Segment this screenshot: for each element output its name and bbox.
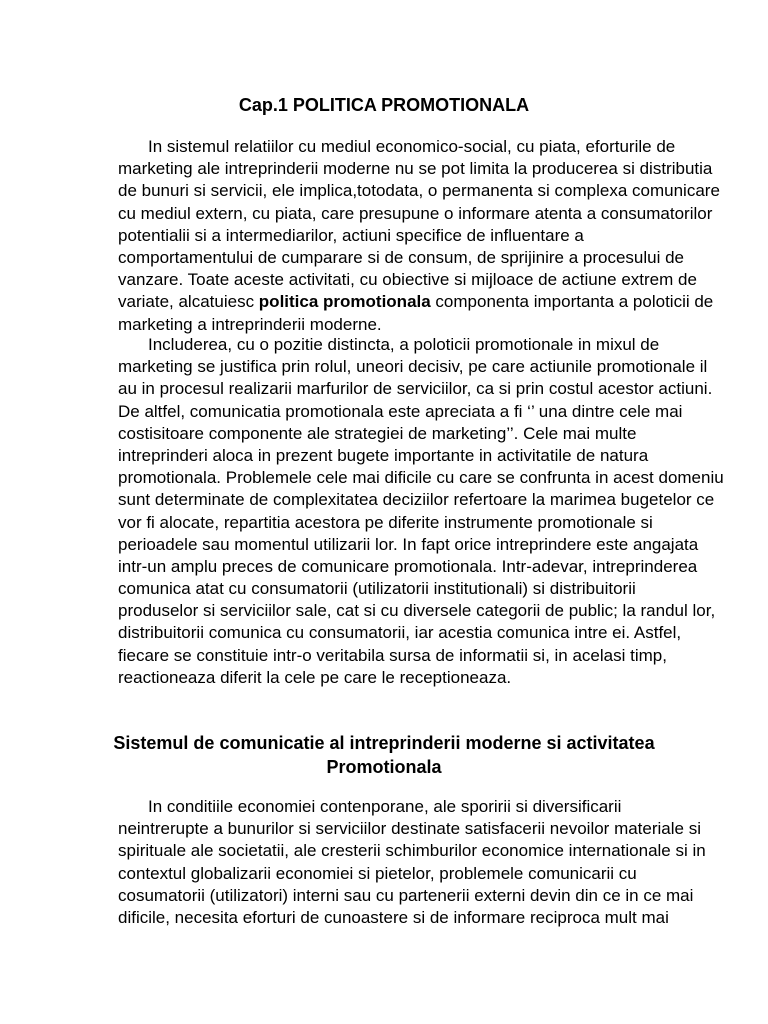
text-line: produselor si serviciilor sale, cat si cu diversele categorii de public; la randul lor, — [118, 601, 716, 621]
text-line: neintrerupte a bunurilor si serviciilor destinate satisfacerii nevoilor materiale si — [118, 819, 701, 839]
section-heading — [0, 731, 768, 779]
paragraph-inclusion — [118, 334, 724, 689]
text-line: De altfel, comunicatia promotionala este apreciata a fi ‘’ una dintre cele mai — [118, 401, 683, 421]
paragraph-contemporary-economy — [118, 796, 706, 929]
text-line — [118, 291, 714, 313]
bold-term: politica promotionala — [258, 292, 431, 312]
text-line: intreprinderi aloca in prezent bugete importante in activitatile de natura — [118, 445, 649, 465]
text-line: marketing a intreprinderii moderne. — [118, 314, 382, 334]
text-line: vor fi alocate, repartitia acestora pe diferite instrumente promotionale si — [118, 512, 653, 532]
text-line: intr-un amplu preces de comunicare promotionala. Intr-adevar, intreprinderea — [118, 556, 698, 576]
chapter-title: Cap.1 POLITICA PROMOTIONALA — [238, 95, 530, 115]
heading-line: Sistemul de comunicatie al intreprinderii moderne si activitatea — [113, 733, 655, 753]
text-segment: variate, alcatuiesc — [118, 292, 259, 312]
text-line: costisitoare componente ale strategiei de marketing’’. Cele mai multe — [118, 423, 637, 443]
text-line: cosumatorii (utilizatori) interni sau cu partenerii externi devin din ce in ce mai — [118, 885, 694, 905]
text-line: perioadele sau momentul utilizarii lor. In fapt orice intreprindere este angajata — [118, 534, 699, 554]
text-segment: componenta importanta a poloticii de — [430, 292, 714, 312]
text-line: spirituale ale societatii, ale cresterii schimburilor economice internationale si in — [118, 841, 706, 861]
text-line: cu mediul extern, cu piata, care presupune o informare atenta a consumatorilor — [118, 203, 713, 223]
text-line: reactioneaza diferit la cele pe care le receptioneaza. — [118, 667, 512, 687]
text-line: Includerea, cu o pozitie distincta, a poloticii promotionale in mixul de — [148, 335, 660, 354]
heading-line: Promotionala — [326, 757, 442, 777]
text-line: In conditiile economiei contenporane, ale sporirii si diversificarii — [148, 797, 622, 816]
text-line: contextul globalizarii economiei si pietelor, problemele comunicarii cu — [118, 863, 637, 883]
text-line: distribuitorii comunica cu consumatorii, iar acestia comunica intre ei. Astfel, — [118, 623, 682, 643]
text-line: de bunuri si servicii, ele implica,totodata, o permanenta si complexa comunicare — [118, 181, 720, 201]
text-line: sunt determinate de complexitatea deciziilor refertoare la marimea bugetelor ce — [118, 490, 715, 510]
text-line: promotionala. Problemele cele mai dificile cu care se confrunta in acest domeniu — [118, 468, 724, 488]
text-line: fiecare se constituie intr-o veritabila sursa de informatii si, in acelasi timp, — [118, 645, 667, 665]
text-line: vanzare. Toate aceste activitati, cu obiective si mijloace de actiune extrem de — [118, 270, 697, 290]
text-line: In sistemul relatiilor cu mediul economico-social, cu piata, eforturile de — [148, 137, 676, 156]
paragraph-promotional-policy — [118, 136, 720, 336]
text-line: dificile, necesita eforturi de cunoastere si de informare reciproca mult mai — [118, 907, 669, 927]
text-line: marketing se justifica prin rolul, uneori decisiv, pe care actiunile promotionale il — [118, 357, 708, 377]
text-line: potentialii si a intermediarilor, actiuni specifice de influentare a — [118, 225, 584, 245]
text-line: au in procesul realizarii marfurilor de serviciilor, ca si prin costul acestor actiuni. — [118, 379, 713, 399]
text-line: comportamentului de cumparare si de consum, de sprijinire a procesului de — [118, 247, 685, 267]
text-line: comunica atat cu consumatorii (utilizatorii institutionali) si distribuitorii — [118, 579, 636, 599]
text-line: marketing ale intreprinderii moderne nu se pot limita la producerea si distributia — [118, 159, 713, 179]
